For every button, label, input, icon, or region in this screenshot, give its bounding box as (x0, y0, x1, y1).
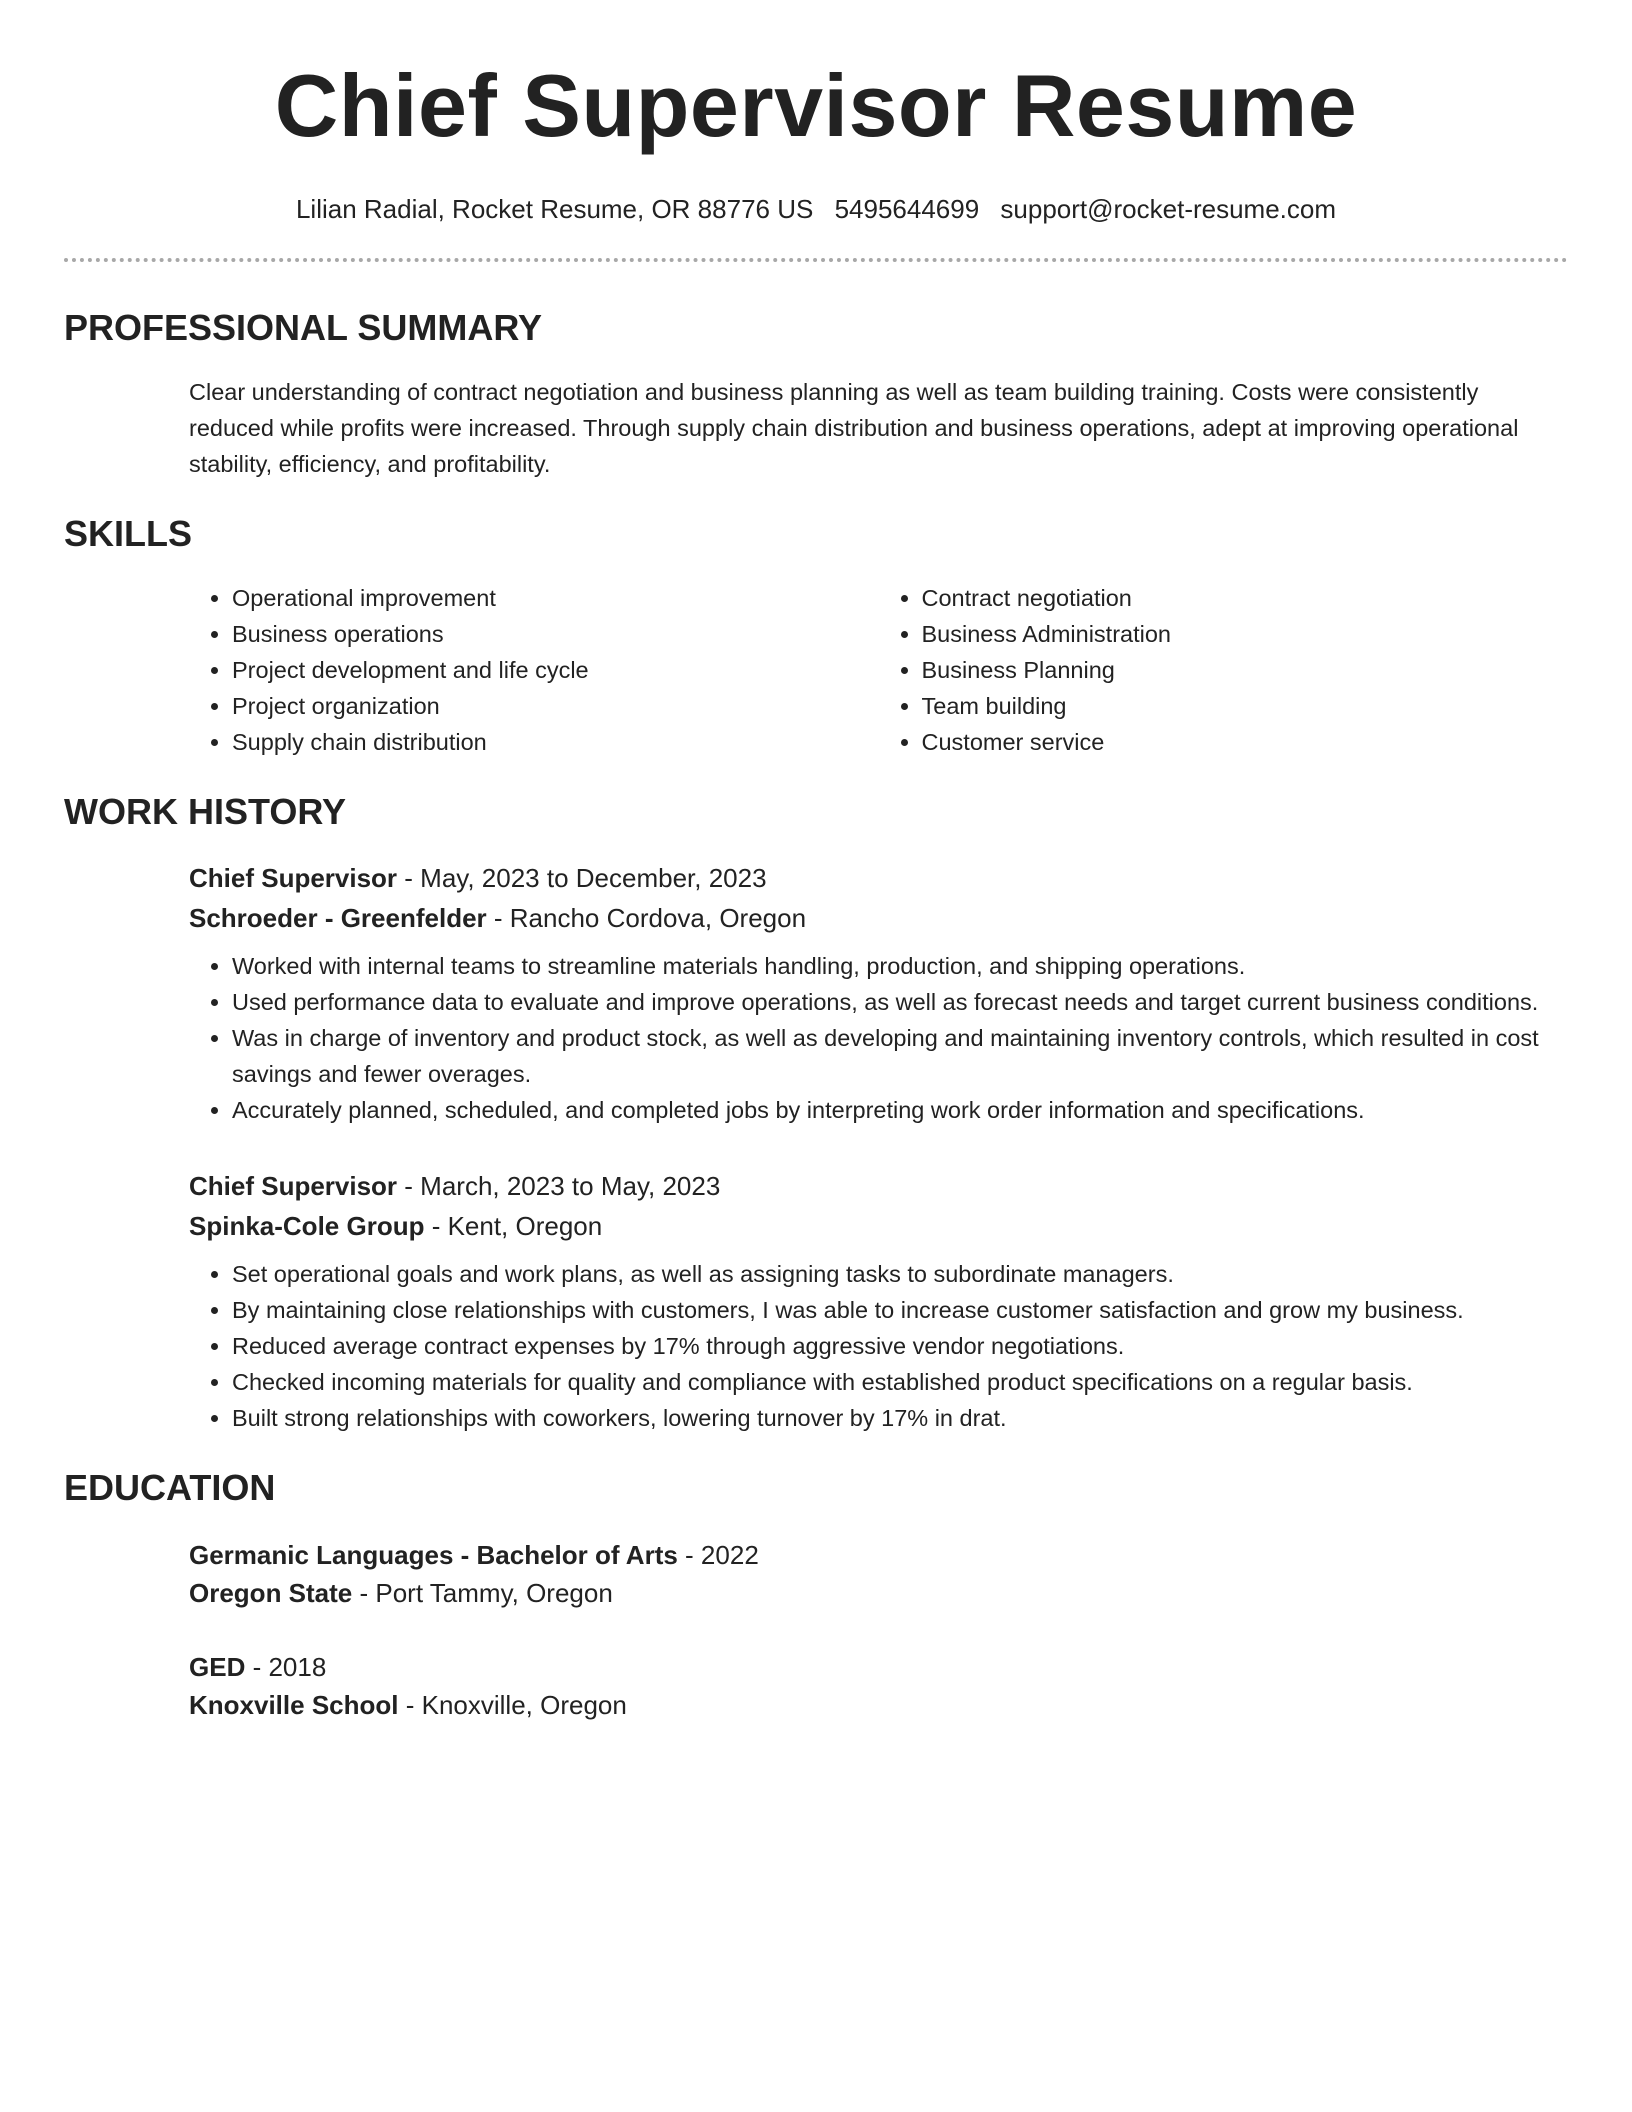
job-bullets (189, 1256, 1568, 1436)
job-entry (64, 1166, 1568, 1436)
education-school: Knoxville School (189, 1690, 399, 1720)
skill-item: • Customer service (922, 724, 1569, 760)
job-entry (64, 858, 1568, 1128)
job-dates: - May, 2023 to December, 2023 (397, 863, 767, 893)
job-bullets (189, 948, 1568, 1128)
education-year: - 2022 (677, 1540, 759, 1570)
job-bullet: • Used performance data to evaluate and improve operations, as well as forecast needs and target current business conditions. (232, 984, 1568, 1020)
contact-email: support@rocket-resume.com (1000, 194, 1337, 224)
job-company-line (189, 898, 1568, 938)
job-location: - Rancho Cordova, Oregon (486, 903, 807, 933)
skills-list-left (189, 580, 879, 760)
contact-address: Lilian Radial, Rocket Resume, OR 88776 US (295, 194, 814, 224)
job-company-line (189, 1206, 1568, 1246)
job-bullet: • Set operational goals and work plans, as well as assigning tasks to subordinate managers. (232, 1256, 1568, 1292)
education-entry (64, 1536, 1568, 1612)
section-title-work-history: WORK HISTORY (64, 791, 347, 832)
job-bullet: • Worked with internal teams to streamline materials handling, production, and shipping operations. (232, 948, 1568, 984)
job-company: Spinka-Cole Group (189, 1211, 425, 1241)
skill-item: • Project development and life cycle (232, 652, 879, 688)
skills-list-right (879, 580, 1569, 760)
skill-item: • Project organization (232, 688, 879, 724)
job-bullet: • Was in charge of inventory and product stock, as well as developing and maintaining inventory controls, which resulted in cost savings and fewer overages. (232, 1020, 1568, 1092)
page-title: Chief Supervisor Resume (274, 56, 1358, 155)
job-bullet: • Built strong relationships with coworkers, lowering turnover by 17% in drat. (232, 1400, 1568, 1436)
skill-item: • Team building (922, 688, 1569, 724)
job-company: Schroeder - Greenfelder (189, 903, 487, 933)
education-degree-line (189, 1536, 1568, 1574)
education-school-line (189, 1574, 1568, 1612)
education-degree: Germanic Languages - Bachelor of Arts (189, 1540, 678, 1570)
skill-item: • Contract negotiation (922, 580, 1569, 616)
skill-item: • Supply chain distribution (232, 724, 879, 760)
skill-item: • Business Administration (922, 616, 1569, 652)
section-title-education: EDUCATION (64, 1467, 276, 1508)
contact-phone: 5495644699 (834, 194, 980, 224)
job-dates: - March, 2023 to May, 2023 (397, 1171, 721, 1201)
job-bullet: • Accurately planned, scheduled, and completed jobs by interpreting work order information and specifications. (232, 1092, 1568, 1128)
job-bullet: • Reduced average contract expenses by 17% through aggressive vendor negotiations. (232, 1328, 1568, 1364)
header-divider (64, 258, 1568, 262)
job-bullet: • By maintaining close relationships with customers, I was able to increase customer satisfaction and grow my business. (232, 1292, 1568, 1328)
section-title-skills: SKILLS (64, 513, 193, 554)
education-degree-line (189, 1648, 1568, 1686)
job-role: Chief Supervisor (189, 863, 398, 893)
skill-item: • Operational improvement (232, 580, 879, 616)
education-degree: GED (189, 1652, 246, 1682)
summary-text: Clear understanding of contract negotiation and business planning as well as team building training. Costs were consistently reduced while profits were increased. Through supply chain distribution and business operations, adept at improving operational stability, efficiency, and profitability. (189, 379, 1519, 477)
education-school-line (189, 1686, 1568, 1724)
education-year: - 2018 (245, 1652, 327, 1682)
section-title-summary: PROFESSIONAL SUMMARY (64, 307, 543, 348)
skill-item: • Business Planning (922, 652, 1569, 688)
contact-line (64, 192, 1568, 226)
education-school: Oregon State (189, 1578, 353, 1608)
education-entry (64, 1648, 1568, 1724)
job-role: Chief Supervisor (189, 1171, 398, 1201)
education-location: - Port Tammy, Oregon (352, 1578, 613, 1608)
job-location: - Kent, Oregon (424, 1211, 603, 1241)
education-location: - Knoxville, Oregon (398, 1690, 627, 1720)
job-bullet: • Checked incoming materials for quality and compliance with established product specifications on a regular basis. (232, 1364, 1568, 1400)
job-title-line (189, 1166, 1568, 1206)
job-title-line (189, 858, 1568, 898)
skills-grid (64, 580, 1568, 760)
skill-item: • Business operations (232, 616, 879, 652)
